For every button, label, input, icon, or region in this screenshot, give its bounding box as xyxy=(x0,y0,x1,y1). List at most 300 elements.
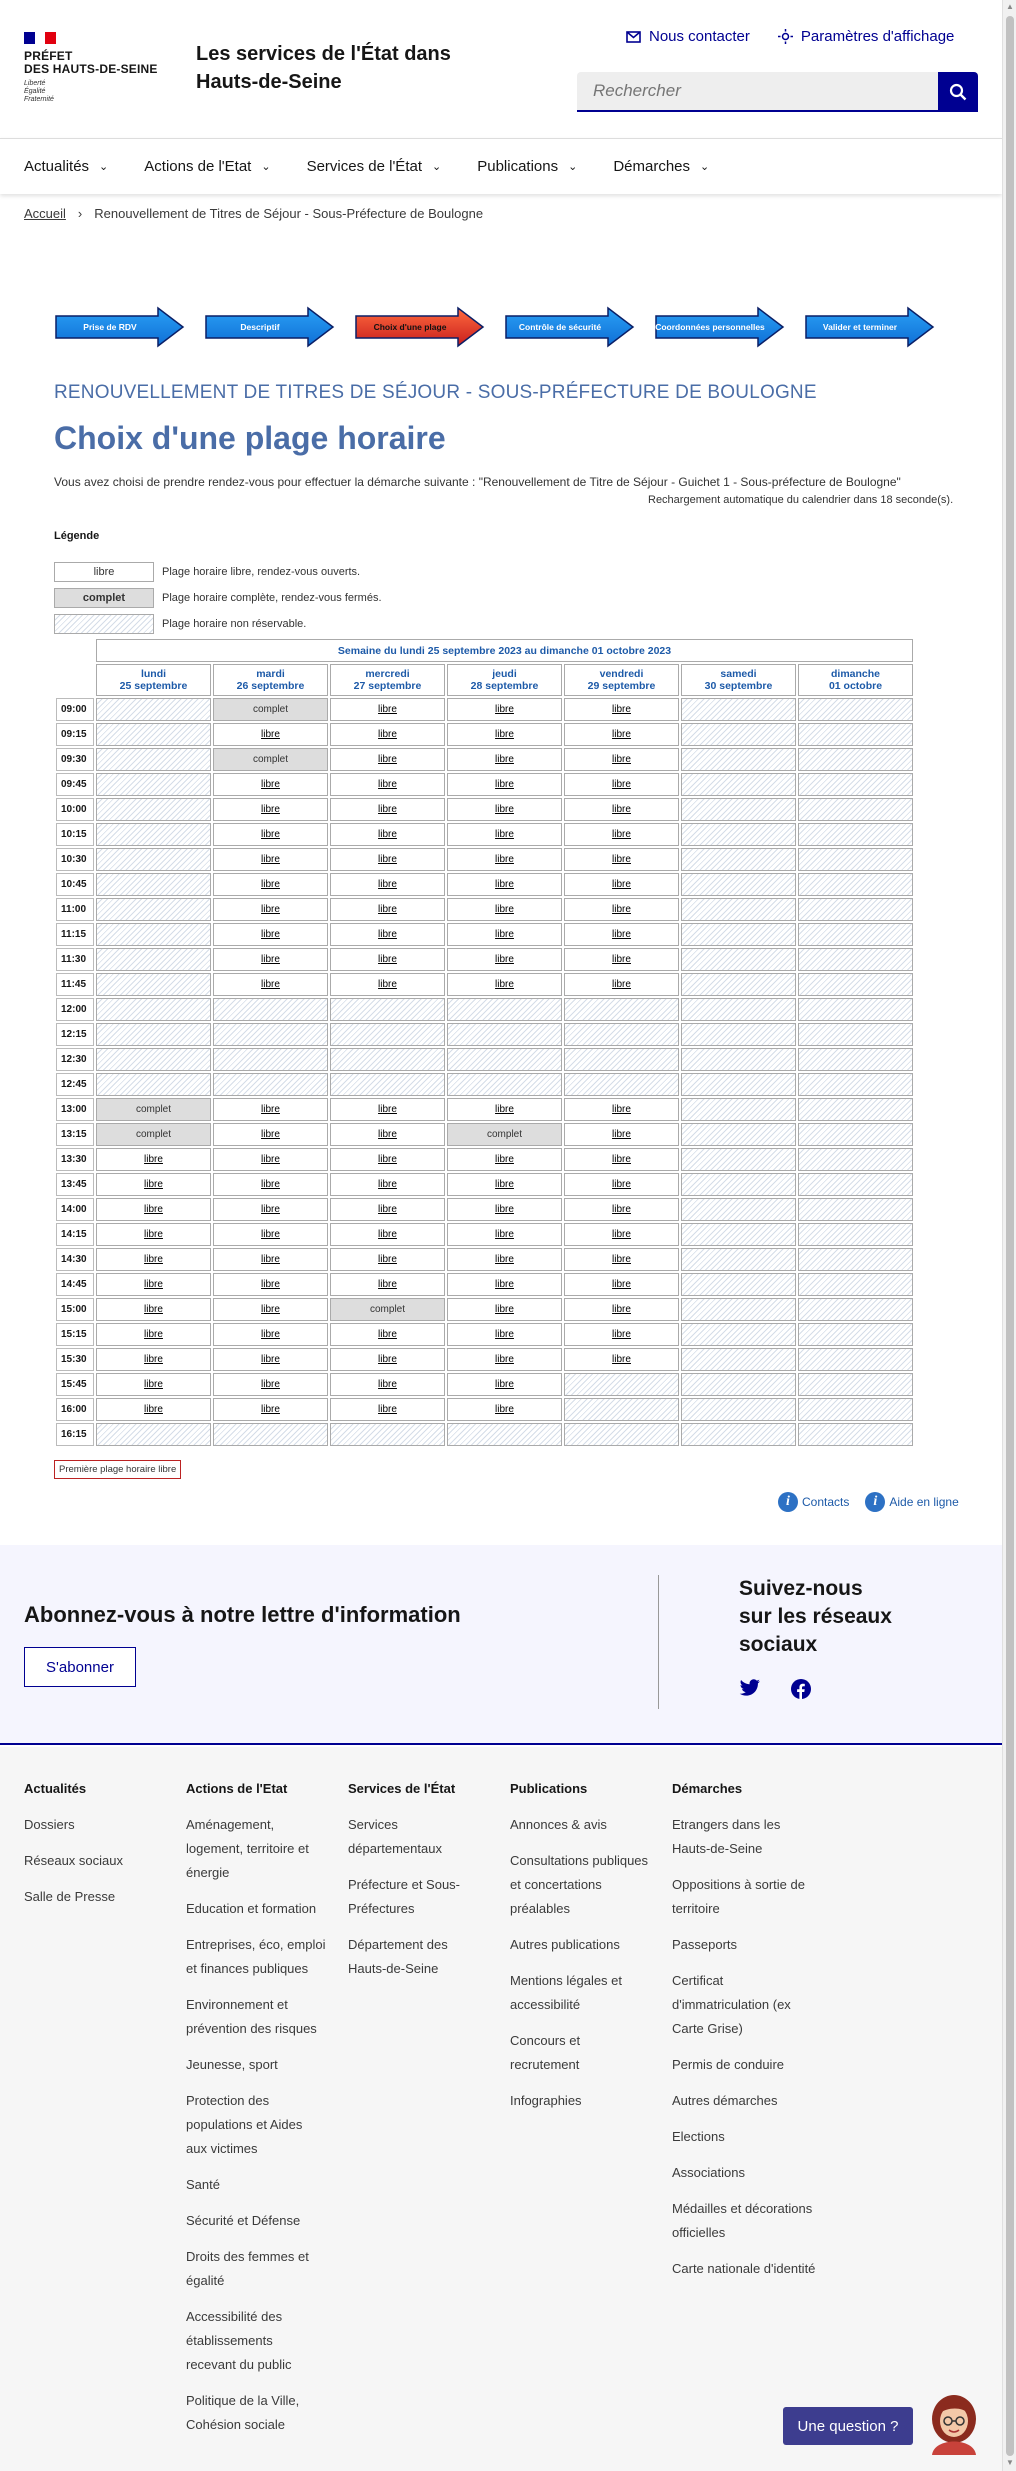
slot-libre[interactable] xyxy=(96,1348,211,1371)
slot-label[interactable]: libre xyxy=(495,1104,514,1115)
slot-label[interactable]: libre xyxy=(378,754,397,765)
site-title[interactable]: Les services de l'État dans Hauts-de-Seine xyxy=(196,43,451,93)
footer-link[interactable]: Dossiers xyxy=(24,1817,75,1832)
slot-label[interactable]: libre xyxy=(612,1279,631,1290)
nav-item-actions[interactable]: Actions de l'Etat ⌄ xyxy=(144,158,271,175)
slot-libre[interactable] xyxy=(96,1248,211,1271)
slot-libre[interactable] xyxy=(213,848,328,871)
footer-link[interactable]: Concours et recrutement xyxy=(510,2033,581,2072)
slot-libre[interactable] xyxy=(330,798,445,821)
slot-label[interactable]: libre xyxy=(144,1154,163,1165)
slot-non-reservable xyxy=(798,1023,913,1046)
footer-link[interactable]: Associations xyxy=(672,2165,745,2180)
footer-link[interactable]: Accessibilité des établissements recevant du public xyxy=(186,2309,292,2372)
slot-label[interactable]: libre xyxy=(495,1379,514,1390)
slot-label[interactable]: libre xyxy=(612,1329,631,1340)
slot-libre[interactable] xyxy=(96,1373,211,1396)
slot-label[interactable]: libre xyxy=(378,954,397,965)
slot-libre[interactable] xyxy=(213,923,328,946)
slot-label[interactable]: libre xyxy=(261,979,280,990)
time-label: 10:30 xyxy=(56,848,94,871)
slot-label[interactable]: libre xyxy=(495,979,514,990)
step-label: Descriptif xyxy=(240,322,280,332)
footer-link[interactable]: Infographies xyxy=(510,2093,582,2108)
slot-libre[interactable] xyxy=(96,1173,211,1196)
slot-libre[interactable] xyxy=(447,973,562,996)
slot-libre[interactable] xyxy=(447,1373,562,1396)
slot-libre[interactable] xyxy=(330,823,445,846)
slot-libre[interactable] xyxy=(447,773,562,796)
slot-libre[interactable] xyxy=(330,1098,445,1121)
slot-non-reservable xyxy=(798,773,913,796)
slot-libre[interactable] xyxy=(564,1148,679,1171)
slot-libre[interactable] xyxy=(213,1123,328,1146)
slot-label[interactable]: libre xyxy=(261,1204,280,1215)
slot-label[interactable]: libre xyxy=(378,1104,397,1115)
slot-label[interactable]: libre xyxy=(495,854,514,865)
slot-libre[interactable] xyxy=(213,773,328,796)
slot-label[interactable]: libre xyxy=(612,929,631,940)
slot-label[interactable]: libre xyxy=(261,729,280,740)
slot-label[interactable]: libre xyxy=(378,1204,397,1215)
footer-column-title: Actions de l'Etat xyxy=(186,1781,288,1796)
slot-libre[interactable] xyxy=(447,1323,562,1346)
slot-libre[interactable] xyxy=(564,1098,679,1121)
slot-libre[interactable] xyxy=(447,1273,562,1296)
slot-libre[interactable] xyxy=(96,1298,211,1321)
nav-item-demarches[interactable]: Démarches ⌄ xyxy=(613,158,710,175)
nav-item-services[interactable]: Services de l'État ⌄ xyxy=(306,158,442,175)
slot-libre[interactable] xyxy=(213,873,328,896)
slot-libre[interactable] xyxy=(330,848,445,871)
slot-label[interactable]: libre xyxy=(261,1229,280,1240)
slot-label[interactable]: libre xyxy=(261,829,280,840)
slot-label[interactable]: libre xyxy=(612,1254,631,1265)
slot-label[interactable]: libre xyxy=(612,1104,631,1115)
slot-label[interactable]: libre xyxy=(261,1304,280,1315)
slot-label[interactable]: libre xyxy=(261,879,280,890)
slot-label[interactable]: libre xyxy=(378,879,397,890)
slot-libre[interactable] xyxy=(447,873,562,896)
search-input[interactable] xyxy=(577,72,938,112)
slot-libre[interactable] xyxy=(447,1223,562,1246)
slot-non-reservable xyxy=(681,873,796,896)
footer-link[interactable]: Services départementaux xyxy=(348,1817,442,1856)
time-label: 13:30 xyxy=(56,1148,94,1171)
footer-link[interactable]: Département des Hauts-de-Seine xyxy=(348,1937,448,1976)
slot-label[interactable]: libre xyxy=(144,1204,163,1215)
slot-libre[interactable] xyxy=(96,1198,211,1221)
slot-label[interactable]: libre xyxy=(261,1179,280,1190)
slot-label[interactable]: libre xyxy=(612,904,631,915)
slot-label[interactable]: libre xyxy=(261,1129,280,1140)
slot-libre[interactable] xyxy=(564,798,679,821)
scroll-up-icon[interactable]: ▲ xyxy=(1006,2,1014,11)
slot-non-reservable xyxy=(681,973,796,996)
slot-libre[interactable] xyxy=(447,948,562,971)
slot-libre[interactable] xyxy=(330,973,445,996)
footer-link[interactable]: Certificat d'immatriculation (ex Carte Grise) xyxy=(672,1973,791,2036)
slot-label[interactable]: libre xyxy=(495,1204,514,1215)
slot-label[interactable]: libre xyxy=(261,1104,280,1115)
slot-libre[interactable] xyxy=(330,773,445,796)
slot-libre[interactable] xyxy=(564,873,679,896)
subscribe-button[interactable]: S'abonner xyxy=(24,1647,136,1687)
search-button[interactable] xyxy=(938,72,978,112)
footer-link[interactable]: Consultations publiques et concertations préalables xyxy=(510,1853,649,1916)
slot-label[interactable]: libre xyxy=(612,854,631,865)
slot-label[interactable]: libre xyxy=(495,829,514,840)
day-date: 29 septembre xyxy=(587,680,656,692)
slot-label[interactable]: libre xyxy=(612,1229,631,1240)
slot-libre[interactable] xyxy=(447,923,562,946)
slot-label[interactable]: libre xyxy=(378,1279,397,1290)
chat-button[interactable]: Une question ? xyxy=(783,2407,913,2445)
slot-non-reservable xyxy=(96,748,211,771)
slot-libre[interactable] xyxy=(447,748,562,771)
time-row xyxy=(56,1223,913,1246)
footer-link[interactable]: Education et formation xyxy=(186,1901,317,1916)
slot-libre[interactable] xyxy=(330,1148,445,1171)
slot-non-reservable xyxy=(96,873,211,896)
breadcrumb-current: Renouvellement de Titres de Séjour - Sous-Préfecture de Boulogne xyxy=(94,206,484,221)
footer-link[interactable]: Etrangers dans les Hauts-de-Seine xyxy=(672,1817,781,1856)
legend-item-complet xyxy=(54,588,382,608)
slot-libre[interactable] xyxy=(213,1398,328,1421)
footer-link[interactable]: Permis de conduire xyxy=(672,2057,784,2072)
slot-libre[interactable] xyxy=(213,1273,328,1296)
footer-link[interactable]: Protection des populations et Aides aux victimes xyxy=(186,2093,303,2156)
slot-libre[interactable] xyxy=(96,1223,211,1246)
slot-label[interactable]: libre xyxy=(261,1379,280,1390)
slot-libre[interactable] xyxy=(564,1173,679,1196)
slot-label[interactable]: libre xyxy=(495,929,514,940)
slot-libre[interactable] xyxy=(447,1173,562,1196)
slot-label[interactable]: libre xyxy=(612,729,631,740)
time-label: 14:15 xyxy=(56,1223,94,1246)
slot-label[interactable]: libre xyxy=(261,954,280,965)
slot-libre[interactable] xyxy=(330,923,445,946)
slot-label[interactable]: libre xyxy=(495,804,514,815)
slot-label[interactable]: libre xyxy=(612,829,631,840)
slot-label[interactable]: libre xyxy=(612,1304,631,1315)
slot-libre[interactable] xyxy=(564,973,679,996)
slot-non-reservable xyxy=(798,1098,913,1121)
slot-label[interactable]: libre xyxy=(495,1179,514,1190)
slot-libre[interactable] xyxy=(447,1348,562,1371)
slot-non-reservable xyxy=(681,823,796,846)
slot-libre[interactable] xyxy=(213,1198,328,1221)
footer-link[interactable]: Passeports xyxy=(672,1937,738,1952)
slot-label[interactable]: libre xyxy=(612,1204,631,1215)
slot-libre[interactable] xyxy=(213,1148,328,1171)
footer-link[interactable]: Sécurité et Défense xyxy=(186,2213,301,2228)
slot-libre[interactable] xyxy=(213,898,328,921)
slot-label[interactable]: libre xyxy=(495,879,514,890)
slot-label[interactable]: libre xyxy=(378,854,397,865)
slot-label[interactable]: libre xyxy=(612,804,631,815)
time-label: 10:00 xyxy=(56,798,94,821)
nav-item-publications[interactable]: Publications ⌄ xyxy=(477,158,578,175)
footer-column-title: Actualités xyxy=(24,1781,87,1796)
slot-libre[interactable] xyxy=(564,1348,679,1371)
time-row xyxy=(56,873,913,896)
slot-label[interactable]: libre xyxy=(612,979,631,990)
slot-label[interactable]: libre xyxy=(261,1279,280,1290)
slot-libre[interactable] xyxy=(213,1173,328,1196)
slot-label[interactable]: libre xyxy=(612,779,631,790)
slot-label[interactable]: libre xyxy=(495,954,514,965)
slot-label[interactable]: libre xyxy=(495,1254,514,1265)
slot-libre[interactable] xyxy=(564,1323,679,1346)
time-row xyxy=(56,798,913,821)
slot-label[interactable]: libre xyxy=(261,779,280,790)
slot-libre[interactable] xyxy=(330,1248,445,1271)
slot-label[interactable]: libre xyxy=(261,1154,280,1165)
slot-label[interactable]: libre xyxy=(378,779,397,790)
slot-label[interactable]: libre xyxy=(612,1354,631,1365)
slot-libre[interactable] xyxy=(564,1123,679,1146)
footer-link[interactable]: Aménagement, logement, territoire et énergie xyxy=(186,1817,309,1880)
slot-libre[interactable] xyxy=(447,1148,562,1171)
slot-libre[interactable] xyxy=(564,1248,679,1271)
slot-libre[interactable] xyxy=(213,1348,328,1371)
slot-libre[interactable] xyxy=(330,1173,445,1196)
slot-label[interactable]: libre xyxy=(261,1329,280,1340)
footer-link[interactable]: Autres publications xyxy=(510,1937,620,1952)
slot-libre[interactable] xyxy=(564,848,679,871)
contact-link[interactable] xyxy=(626,28,750,45)
footer-link[interactable]: Entreprises, éco, emploi et finances publiques xyxy=(186,1937,326,1976)
slot-label[interactable]: libre xyxy=(261,929,280,940)
slot-libre[interactable] xyxy=(330,1323,445,1346)
slot-label[interactable]: libre xyxy=(495,779,514,790)
slot-label[interactable]: libre xyxy=(495,704,514,715)
slot-libre[interactable] xyxy=(447,1098,562,1121)
footer-link[interactable]: Environnement et prévention des risques xyxy=(186,1997,317,2036)
slot-label[interactable]: libre xyxy=(612,954,631,965)
slot-libre[interactable] xyxy=(213,948,328,971)
facebook-icon[interactable] xyxy=(791,1679,811,1699)
slot-libre[interactable] xyxy=(213,723,328,746)
slot-libre[interactable] xyxy=(447,1198,562,1221)
slot-libre[interactable] xyxy=(447,798,562,821)
footer-link[interactable]: Mentions légales et accessibilité xyxy=(510,1973,623,2012)
slot-label[interactable]: libre xyxy=(495,1404,514,1415)
slot-label[interactable]: libre xyxy=(612,704,631,715)
slot-label[interactable]: libre xyxy=(144,1254,163,1265)
slot-libre[interactable] xyxy=(330,948,445,971)
slot-libre[interactable] xyxy=(213,1298,328,1321)
slot-label[interactable]: libre xyxy=(378,1354,397,1365)
slot-libre[interactable] xyxy=(96,1323,211,1346)
slot-libre[interactable] xyxy=(96,1398,211,1421)
slot-libre[interactable] xyxy=(213,823,328,846)
slot-label[interactable]: libre xyxy=(495,904,514,915)
slot-libre[interactable] xyxy=(447,848,562,871)
slot-label[interactable]: libre xyxy=(261,804,280,815)
footer-link[interactable]: Annonces & avis xyxy=(510,1817,607,1832)
help-link[interactable]: i Aide en ligne xyxy=(865,1492,958,1512)
slot-label[interactable]: libre xyxy=(261,1254,280,1265)
slot-label[interactable]: libre xyxy=(144,1329,163,1340)
slot-libre[interactable] xyxy=(564,698,679,721)
slot-label[interactable]: libre xyxy=(144,1229,163,1240)
twitter-icon[interactable] xyxy=(739,1679,761,1697)
footer-link[interactable]: Elections xyxy=(672,2129,725,2144)
slot-label[interactable]: libre xyxy=(612,1154,631,1165)
slot-label[interactable]: libre xyxy=(261,1354,280,1365)
slot-label[interactable]: libre xyxy=(378,729,397,740)
slot-label[interactable]: libre xyxy=(378,904,397,915)
slot-complet: complet xyxy=(447,1123,562,1146)
slot-label[interactable]: libre xyxy=(495,1304,514,1315)
newsletter-section xyxy=(0,1545,1002,1745)
slot-label[interactable]: libre xyxy=(495,1229,514,1240)
slot-libre[interactable] xyxy=(330,1123,445,1146)
slot-libre[interactable] xyxy=(447,823,562,846)
slot-libre[interactable] xyxy=(330,1198,445,1221)
time-row xyxy=(56,1248,913,1271)
slot-label[interactable]: libre xyxy=(378,1179,397,1190)
slot-libre[interactable] xyxy=(330,898,445,921)
footer-link[interactable]: Préfecture et Sous-Préfectures xyxy=(348,1877,460,1916)
slot-non-reservable xyxy=(798,998,913,1021)
slot-libre[interactable] xyxy=(447,698,562,721)
slot-libre[interactable] xyxy=(564,723,679,746)
slot-label[interactable]: libre xyxy=(495,1154,514,1165)
slot-label[interactable]: libre xyxy=(612,879,631,890)
slot-label[interactable]: libre xyxy=(378,1254,397,1265)
slot-libre[interactable] xyxy=(330,873,445,896)
slot-non-reservable xyxy=(681,798,796,821)
slot-non-reservable xyxy=(798,1373,913,1396)
slot-label[interactable]: libre xyxy=(378,829,397,840)
footer-link[interactable]: Autres démarches xyxy=(672,2093,778,2108)
slot-libre[interactable] xyxy=(330,748,445,771)
slot-label[interactable]: libre xyxy=(261,904,280,915)
slot-label[interactable]: libre xyxy=(495,754,514,765)
slot-libre[interactable] xyxy=(564,1223,679,1246)
slot-libre[interactable] xyxy=(213,798,328,821)
contacts-link[interactable]: i Contacts xyxy=(778,1492,849,1512)
slot-label[interactable]: libre xyxy=(495,729,514,740)
footer-link[interactable]: Santé xyxy=(186,2177,220,2192)
first-free-slot-button[interactable]: Première plage horaire libre xyxy=(54,1460,181,1479)
slot-libre[interactable] xyxy=(564,1273,679,1296)
slot-libre[interactable] xyxy=(447,1398,562,1421)
scroll-down-icon[interactable]: ▼ xyxy=(1006,2458,1014,2467)
slot-label[interactable]: libre xyxy=(144,1279,163,1290)
slot-label[interactable]: libre xyxy=(378,1229,397,1240)
footer-link[interactable]: Réseaux sociaux xyxy=(24,1853,123,1868)
slot-libre[interactable] xyxy=(330,723,445,746)
footer-link[interactable]: Droits des femmes et égalité xyxy=(186,2249,309,2288)
slot-libre[interactable] xyxy=(213,1098,328,1121)
footer-link[interactable]: Salle de Presse xyxy=(24,1889,116,1904)
slot-libre[interactable] xyxy=(330,698,445,721)
slot-libre[interactable] xyxy=(213,1248,328,1271)
slot-libre[interactable] xyxy=(96,1273,211,1296)
slot-label[interactable]: libre xyxy=(612,754,631,765)
slot-libre[interactable] xyxy=(564,948,679,971)
footer-link[interactable]: Oppositions à sortie de territoire xyxy=(672,1877,805,1916)
slot-label[interactable]: libre xyxy=(612,1129,631,1140)
slot-libre[interactable] xyxy=(330,1373,445,1396)
slot-libre[interactable] xyxy=(330,1273,445,1296)
slot-label[interactable]: libre xyxy=(378,1129,397,1140)
slot-libre[interactable] xyxy=(330,1223,445,1246)
slot-libre[interactable] xyxy=(564,823,679,846)
slot-label[interactable]: libre xyxy=(495,1279,514,1290)
slot-label[interactable]: libre xyxy=(378,1404,397,1415)
slot-label[interactable]: libre xyxy=(378,1379,397,1390)
slot-libre[interactable] xyxy=(96,1148,211,1171)
scrollbar-thumb[interactable] xyxy=(1006,16,1014,2456)
slot-libre[interactable] xyxy=(447,898,562,921)
slot-label[interactable]: libre xyxy=(378,929,397,940)
slot-libre[interactable] xyxy=(447,723,562,746)
slot-label[interactable]: libre xyxy=(495,1329,514,1340)
slot-label[interactable]: libre xyxy=(378,704,397,715)
slot-label[interactable]: libre xyxy=(144,1304,163,1315)
slot-libre[interactable] xyxy=(564,898,679,921)
slot-label[interactable]: libre xyxy=(378,804,397,815)
footer-link[interactable]: Politique de la Ville, Cohésion sociale xyxy=(186,2393,300,2432)
slot-libre[interactable] xyxy=(447,1298,562,1321)
chatbot-avatar-icon[interactable] xyxy=(926,2391,982,2455)
time-label: 09:00 xyxy=(56,698,94,721)
slot-label[interactable]: libre xyxy=(612,1179,631,1190)
slot-libre[interactable] xyxy=(330,1348,445,1371)
slot-libre[interactable] xyxy=(564,1298,679,1321)
slot-libre[interactable] xyxy=(564,923,679,946)
slot-label[interactable]: libre xyxy=(261,1404,280,1415)
slot-label[interactable]: libre xyxy=(495,1354,514,1365)
footer-link[interactable]: Médailles et décorations officielles xyxy=(672,2201,813,2240)
slot-label[interactable]: libre xyxy=(378,1154,397,1165)
slot-libre[interactable] xyxy=(213,1223,328,1246)
slot-libre[interactable] xyxy=(330,1398,445,1421)
footer-link[interactable]: Jeunesse, sport xyxy=(186,2057,278,2072)
page-title: Choix d'une plage horaire xyxy=(54,420,446,456)
slot-libre[interactable] xyxy=(213,1323,328,1346)
slot-libre[interactable] xyxy=(564,773,679,796)
slot-non-reservable xyxy=(447,1023,562,1046)
footer-link[interactable]: Carte nationale d'identité xyxy=(672,2261,816,2276)
slot-libre[interactable] xyxy=(213,1373,328,1396)
slot-non-reservable xyxy=(96,823,211,846)
marianne-logo[interactable] xyxy=(24,32,164,104)
slot-label[interactable]: libre xyxy=(378,1329,397,1340)
slot-label[interactable]: libre xyxy=(378,979,397,990)
slot-label[interactable]: libre xyxy=(144,1404,163,1415)
display-settings-link[interactable] xyxy=(778,28,955,45)
slot-libre[interactable] xyxy=(564,748,679,771)
footer-column-title: Publications xyxy=(510,1781,588,1796)
slot-libre[interactable] xyxy=(447,1248,562,1271)
slot-label[interactable]: libre xyxy=(261,854,280,865)
slot-label[interactable]: libre xyxy=(144,1354,163,1365)
breadcrumb-home[interactable]: Accueil xyxy=(24,206,66,221)
page-scrollbar[interactable] xyxy=(1002,0,1016,2471)
slot-libre[interactable] xyxy=(564,1198,679,1221)
slot-label[interactable]: libre xyxy=(144,1379,163,1390)
slot-libre[interactable] xyxy=(213,973,328,996)
day-header xyxy=(447,664,562,696)
nav-item-actualites[interactable]: Actualités ⌄ xyxy=(24,158,109,175)
slot-label[interactable]: libre xyxy=(144,1179,163,1190)
